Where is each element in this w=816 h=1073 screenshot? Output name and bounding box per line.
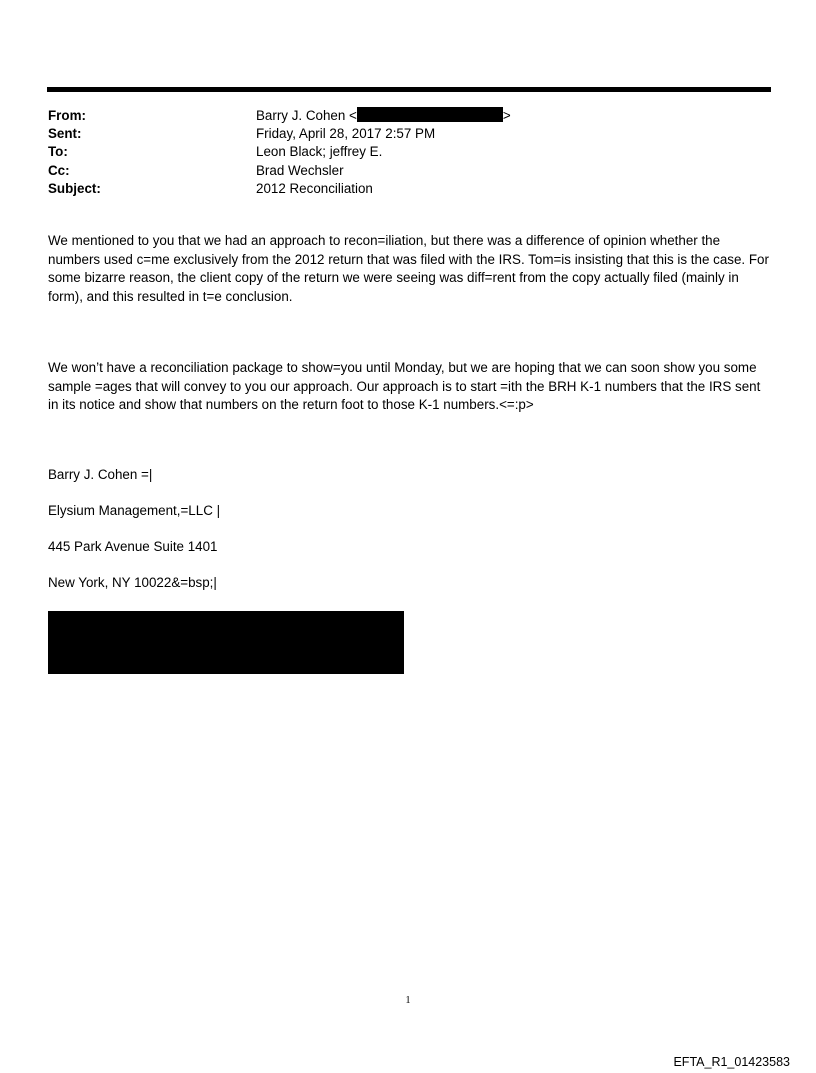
header-divider (47, 87, 771, 92)
cc-row (48, 162, 748, 180)
to-row (48, 143, 748, 161)
bates-number: EFTA_R1_01423583 (673, 1055, 790, 1069)
to-value: Leon Black; jeffrey E. (256, 144, 383, 160)
signature-city: New York, NY 10022&=bsp;| (48, 575, 217, 590)
email-header (48, 107, 748, 198)
body-paragraph-1: We mentioned to you that we had an approach to recon=iliation, but there was a difference of opinion whether the numbers used c=me exclusively from the 2012 return that was filed with the IRS. Tom=is insisting that this is the case. For some bizarre reason, the client copy of the return we were seeing was diff=rent from the copy actually filed (mainly in form), and this resulted in t=e conclusion. (48, 233, 769, 304)
redacted-block (48, 611, 404, 674)
sender-name: Barry J. Cohen < (256, 108, 357, 123)
cc-label: Cc: (48, 162, 70, 178)
from-row (48, 107, 748, 125)
from-label: From: (48, 108, 86, 123)
page-number: 1 (405, 995, 411, 1006)
from-value (256, 107, 748, 125)
signature-company: Elysium Management,=LLC | (48, 503, 221, 518)
body-paragraph-2: We won’t have a reconciliation package to show=you until Monday, but we are hoping that we can soon show you some sample =ages that will convey to you our approach. Our approach is to start =ith the BRH K-1 numbers that the IRS sent in its notice and show that numbers on the return foot to those K-1 numbers.<=:p> (48, 360, 761, 413)
to-label: To: (48, 144, 68, 160)
subject-label: Subject: (48, 180, 101, 196)
signature-name: Barry J. Cohen =| (48, 467, 153, 482)
cc-value: Brad Wechsler (256, 162, 344, 178)
sent-value: Friday, April 28, 2017 2:57 PM (256, 126, 436, 142)
sent-row (48, 125, 748, 143)
sent-label: Sent: (48, 126, 82, 142)
signature-address: 445 Park Avenue Suite 1401 (48, 539, 218, 554)
sender-email-suffix: > (502, 108, 511, 123)
redacted-email-address (357, 107, 503, 122)
subject-row (48, 180, 748, 198)
subject-value: 2012 Reconciliation (256, 180, 373, 196)
